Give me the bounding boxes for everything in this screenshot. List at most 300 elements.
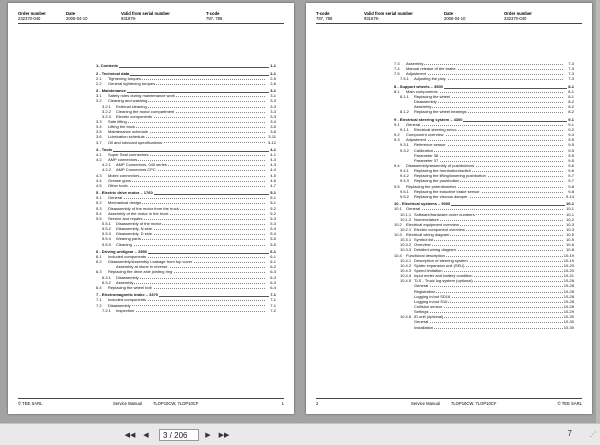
toc-number: 3.2 <box>96 98 102 104</box>
header-value: 931876- <box>121 16 137 22</box>
toc-number: 5.3 <box>96 205 102 211</box>
header-value: 2006-04-10 <box>66 16 88 22</box>
toc-page-number: 7-3 <box>568 66 574 72</box>
toc-number: 5.4 <box>96 210 102 216</box>
toc-number: 10.4.2 <box>400 262 412 268</box>
toc-entry[interactable] <box>394 76 574 81</box>
toc-page-number: 2-5 <box>270 75 276 81</box>
toc-number: 5.5.1 <box>102 221 111 227</box>
toc-page-number: 10-30 <box>563 314 574 320</box>
toc-page-number: 3-6 <box>270 129 276 135</box>
toc-page-number: 9-6 <box>568 168 574 174</box>
toc-title: General <box>406 206 421 212</box>
header-label: Order number <box>504 11 532 16</box>
toc-title: 4 - Tools <box>96 146 113 152</box>
toc-number: 10.4.5 <box>400 278 412 284</box>
toc-page-number: 10-20 <box>563 268 574 274</box>
header-label: T-code <box>206 11 220 16</box>
toc-page-number: 7-1 <box>270 297 276 303</box>
toc-page-number: 10-3 <box>565 221 574 227</box>
footer-page-number: 2 <box>316 401 319 406</box>
toc-number: 9.1.1 <box>400 127 409 133</box>
toc-title: AMP Connectors CPC <box>116 167 156 173</box>
toc-title: Software/hardware order numbers <box>414 211 475 217</box>
toc-page-number: 1-1 <box>270 63 276 69</box>
toc-page-number: 9-7 <box>568 173 574 179</box>
toc-title: Wearing parts <box>116 236 141 242</box>
toc-title: Replacing the hornbutton/switch <box>414 168 471 174</box>
toc-title: Detailed wiring diagram <box>414 247 456 253</box>
toc-number: 9.4 <box>394 163 400 169</box>
vertical-scrollbar[interactable] <box>596 0 600 423</box>
toc-entry[interactable] <box>96 242 276 247</box>
toc-number: 5.5 <box>96 215 102 221</box>
left-page <box>8 3 294 414</box>
toc-number: 8.1 <box>394 88 400 94</box>
toc-page-number: 3-3 <box>270 108 276 114</box>
toc-title: Registration <box>414 288 436 294</box>
toc-number: 4.2 <box>96 157 102 163</box>
toc-page-number: 9-8 <box>568 183 574 189</box>
toc-number: 3.1 <box>96 93 102 99</box>
zoom-level[interactable]: 7 <box>567 429 572 438</box>
toc-title: Other tools <box>108 182 128 188</box>
page-number-input[interactable] <box>159 429 199 441</box>
toc-page-number: 10-1 <box>565 206 574 212</box>
toc-page-number: 6-2 <box>270 264 276 270</box>
toc-number: 10.3.2 <box>400 242 412 248</box>
dot-leader <box>414 312 563 313</box>
header-rule <box>316 23 582 24</box>
toc-page-number: 8-1 <box>568 83 574 89</box>
toc-page-number: 3-3 <box>270 103 276 109</box>
header-values <box>316 16 582 21</box>
header-value: 2006-04-10 <box>444 16 466 22</box>
toc-entry[interactable] <box>96 285 276 290</box>
header-value: 931876- <box>364 16 380 22</box>
toc-number: 5.5.2 <box>102 226 111 232</box>
toc-number: 10.1 <box>394 206 402 212</box>
toc-number: 3.4 <box>96 124 102 130</box>
dot-leader <box>407 209 563 210</box>
toc-page-number: 9-8 <box>568 188 574 194</box>
toc-title: External cleaning <box>116 103 147 109</box>
toc-number: 10.4.6 <box>400 314 412 320</box>
toc-title: Disassembly <box>116 274 139 280</box>
toc-number: 10.1.1 <box>400 211 412 217</box>
dot-leader <box>116 245 265 246</box>
toc-number: 5.2 <box>96 200 102 206</box>
page-navigation <box>124 428 234 442</box>
toc-title: Assembly <box>116 279 134 285</box>
toc-page-number: 6-4 <box>270 284 276 290</box>
toc-number: 7.1 <box>96 297 102 303</box>
toc-number: 4.2.1 <box>102 162 111 168</box>
toc-page-number: 9-4 <box>568 132 574 138</box>
toc-title: Cleaning and washing <box>108 98 148 104</box>
toc-number: 4.4 <box>96 177 102 183</box>
toc-title: Adjustment <box>406 137 427 143</box>
toc-title: Component overview <box>406 132 444 138</box>
toc-section-heading[interactable] <box>96 63 276 68</box>
toc-page-number: 10-30 <box>563 324 574 330</box>
toc-title: Maintenance schedule <box>108 129 149 135</box>
toc-number: 3.2.2 <box>102 108 111 114</box>
toc-page-number: 8-2 <box>568 109 574 115</box>
toc-number: 8.1.2 <box>400 109 409 115</box>
toc-title: 10 - Electrical systems – 5000 <box>394 201 451 207</box>
toc-number: 3.2.1 <box>102 103 111 109</box>
toc-title: 9 - Electrical steering system – 4300 <box>394 116 463 122</box>
dot-leader <box>109 198 265 199</box>
dot-leader <box>414 328 563 329</box>
toc-number: 3.3 <box>96 118 102 124</box>
toc-number: 9.5.1 <box>400 188 409 194</box>
toc-number: 10.2 <box>394 221 402 227</box>
toc-title: General <box>108 195 123 201</box>
toc-number: 9.2 <box>394 132 400 138</box>
toc-number: 5.1 <box>96 195 102 201</box>
toc-title: Symbol list <box>414 237 434 243</box>
toc-title: Spider expansion unit (SEU) <box>414 262 465 268</box>
toc-page-number: 10-1 <box>565 201 574 207</box>
toc-page-number: 4-1 <box>270 152 276 157</box>
toc-title: Disassembly <box>414 99 437 105</box>
toc-number: 10.3.1 <box>400 237 412 243</box>
header-label: Valid from serial number <box>364 11 413 16</box>
dot-leader <box>407 125 563 126</box>
toc-number: 9.1 <box>394 121 400 127</box>
dot-leader <box>109 186 265 187</box>
toc-number: 5.5.4 <box>102 236 111 242</box>
toc-title: Replacing the wheel bolt <box>108 284 152 290</box>
toc-title: Logging in/out S16 <box>414 298 448 304</box>
toc-title: Disassembly/assembly of pushbuttons <box>406 163 475 169</box>
last-page-icon[interactable]: ▶▶ <box>218 432 230 439</box>
toc-title: Inspection <box>116 307 135 313</box>
toc-number: 9.5 <box>394 183 400 189</box>
toc-page-number: 10-5 <box>565 237 574 243</box>
toc-title: Disassembly of the motor from the truck <box>108 205 179 211</box>
toc-number: 6.3.2 <box>102 279 111 285</box>
toc-page-number: 3-1 <box>270 88 276 94</box>
dot-leader <box>116 283 265 284</box>
toc-title: Replacing the drive axle jointing ring <box>108 269 173 275</box>
dot-leader <box>414 240 563 241</box>
toc-title: Oil and lubricant specifications <box>108 139 163 145</box>
toc-page-number: 4-5 <box>270 172 276 178</box>
toc-page-number: 3-1 <box>270 93 276 99</box>
right-page-footer <box>316 398 582 406</box>
toc-title: Speed limitation <box>414 268 443 274</box>
toc-page-number: 6-1 <box>270 248 276 254</box>
toc-number: 9.5.2 <box>400 193 409 199</box>
toc-number: 10.3.3 <box>400 247 412 253</box>
toc-number: 9.4.1 <box>400 168 409 174</box>
toc-number: 4.5 <box>96 182 102 188</box>
toc-page-number: 10-2 <box>565 216 574 222</box>
toc-title: Mechanical design <box>108 200 142 206</box>
footer-title: Service Manual <box>113 401 142 406</box>
toc-page-number: 3-3 <box>270 98 276 104</box>
toc-number: 3.5 <box>96 129 102 135</box>
toc-page-number: 2-6 <box>270 80 276 86</box>
toc-page-number: 9-7 <box>568 178 574 184</box>
toc-title: Description of steering system <box>414 257 468 263</box>
toc-number: 9.3 <box>394 137 400 143</box>
toc-page-number: 10-8 <box>565 247 574 253</box>
toc-title: Adjusting the play <box>414 76 446 82</box>
header-label: Date <box>444 11 454 16</box>
toc-number: 5.5.3 <box>102 231 111 237</box>
toc-page-number: 7-2 <box>270 307 276 313</box>
toc-title: 3 - Maintenance <box>96 88 127 94</box>
toc-title: Replacing the inductive brake sensor <box>414 188 480 194</box>
toc-page-number: 4-1 <box>270 146 276 152</box>
toc-page-number: 7-1 <box>270 302 276 308</box>
toc-number: 9.4.3 <box>400 178 409 184</box>
toc-title: Super Seal connectors <box>108 152 149 157</box>
toc-title: Replacing the lifting/lowering pushbutton <box>414 173 486 179</box>
header-value: 232370-040 <box>18 16 41 22</box>
header-rule <box>18 23 284 24</box>
toc-title: Lubrication schedule <box>108 134 145 140</box>
toc-number: 7.5 <box>394 71 400 77</box>
toc-title: Grease guns <box>108 177 131 183</box>
toc-title: Tightening torques <box>108 75 141 81</box>
toc-page-number: 7-1 <box>270 292 276 298</box>
toc-page-number: 10-28 <box>563 298 574 304</box>
toc-page-number: 4-7 <box>270 182 276 188</box>
toc-page-number: 9-14 <box>565 193 574 199</box>
toc-page-number: 10-20 <box>563 262 574 268</box>
toc-page-number: 10-3 <box>565 226 574 232</box>
toc-page-number: 2-1 <box>270 70 276 76</box>
toc-title: Parameter 37 <box>414 157 439 163</box>
toc-page-number: 10-28 <box>563 288 574 294</box>
toc-title: Replacing the viscous damper <box>414 193 468 199</box>
toc-number: 10.2.1 <box>400 226 412 232</box>
toc-title: 7 - Electromagnetic brake – 3370 <box>96 292 159 298</box>
toc-title: Electric components <box>116 113 153 119</box>
footer-page-number: 1 <box>281 401 284 406</box>
toc-page-number: 9-5 <box>568 142 574 148</box>
dot-leader <box>414 151 563 152</box>
toc-entry[interactable] <box>96 308 276 313</box>
toc-number: 10.4.1 <box>400 257 412 263</box>
toc-title: General <box>414 319 429 325</box>
footer-copyright: © TEE SARL <box>18 401 43 406</box>
toc-page-number: 3-5 <box>270 124 276 130</box>
toc-page-number: 10-28 <box>563 304 574 310</box>
table-of-contents <box>96 61 276 313</box>
toc-title: Parameter 36 <box>414 152 439 158</box>
dot-leader <box>407 140 563 141</box>
toc-title: 8 - Support wheels – 3500 <box>394 83 443 89</box>
toc-number: 7.2 <box>96 302 102 308</box>
toc-page-number: 10-19 <box>563 252 574 258</box>
resize-grip-icon[interactable]: ⋰ <box>590 432 596 438</box>
toc-page-number: 9-5 <box>568 152 574 158</box>
toc-page-number: 6-3 <box>270 279 276 285</box>
toc-title: Nomenclature <box>414 216 439 222</box>
toc-page-number: 3-11 <box>268 134 276 140</box>
toc-page-number: 5-3 <box>270 221 276 227</box>
toc-entry[interactable] <box>394 194 574 199</box>
toc-number: 4.3 <box>96 172 102 178</box>
toc-title: Overview <box>414 242 431 248</box>
toc-page-number: 5-2 <box>270 210 276 216</box>
first-page-icon[interactable]: ◀◀ <box>124 432 136 439</box>
toc-page-number: 10-30 <box>563 319 574 325</box>
toc-number: 3.2.3 <box>102 113 111 119</box>
toc-title: Functional description <box>406 252 445 258</box>
toc-number: 6.1 <box>96 254 102 260</box>
toc-title: Disassembly of the motor <box>116 221 162 227</box>
right-page-header <box>316 11 582 24</box>
toc-number: 9.4.2 <box>400 173 409 179</box>
toc-number: 7.2.1 <box>102 307 111 313</box>
toc-number: 2.1 <box>96 75 102 81</box>
toc-title: Input meter and battery condition <box>414 273 473 279</box>
toc-title: Electric component overview <box>414 226 465 232</box>
toc-page-number: 3-12 <box>267 139 276 145</box>
toc-page-number: 5-3 <box>270 215 276 221</box>
footer-copyright: © TEE SARL <box>557 401 582 406</box>
toc-title: General tightening torques <box>108 80 156 86</box>
toc-page-number: 10-1 <box>565 211 574 217</box>
toc-title: Assembly at stone in reverse. <box>116 264 169 270</box>
toc-title: Safe lifting <box>108 118 127 124</box>
toc-title: Replacing the potentiometer <box>406 183 457 189</box>
toc-page-number: 10-29 <box>563 309 574 315</box>
toc-title: Manual release of the brake <box>406 66 456 72</box>
dot-leader <box>414 286 563 287</box>
toc-page-number: 7-3 <box>568 76 574 82</box>
toc-title: Disassembly <box>108 302 131 308</box>
toc-title: Electrical steering servo <box>414 127 457 133</box>
toc-title: Safety rules during maintenance work <box>108 93 175 99</box>
toc-page-number: 5-5 <box>270 241 276 247</box>
toc-page-number: 4-4 <box>270 167 276 173</box>
toc-title: Assembly of the motor in the truck <box>108 210 169 216</box>
toc-number: 3.7 <box>96 139 102 145</box>
right-page <box>306 3 592 414</box>
toc-entry[interactable] <box>96 140 276 145</box>
toc-page-number: 5-1 <box>270 200 276 206</box>
toc-page-number: 3-4 <box>270 118 276 124</box>
toc-title: General <box>406 121 421 127</box>
toc-number: 9.3.1 <box>400 142 409 148</box>
toc-number: 2.2 <box>96 80 102 86</box>
toc-title: Included components <box>108 297 147 303</box>
footer-model: 7LOP10CW, 7LOP10CF <box>451 401 497 406</box>
toc-entry[interactable] <box>96 81 276 86</box>
toc-title: Molex connectors <box>108 172 140 178</box>
dot-leader <box>109 181 265 182</box>
dot-leader <box>407 74 563 75</box>
toc-title: ID unit (optional) <box>414 314 444 320</box>
previous-page-icon[interactable]: ◀ <box>143 432 149 439</box>
toc-number: 6.3.1 <box>102 274 111 280</box>
toc-title: 1- Contents <box>96 63 118 69</box>
header-value: 787, 788 <box>316 16 333 22</box>
toc-title: Included components <box>108 254 147 260</box>
toc-title: Adjustment <box>406 71 427 77</box>
toc-number: 10.4.4 <box>400 273 412 279</box>
toc-number: 8.1.1 <box>400 94 409 100</box>
toc-page-number: 9-1 <box>568 116 574 122</box>
dot-leader <box>116 311 265 312</box>
toc-page-number: 5-4 <box>270 231 276 237</box>
toc-number: 6.3 <box>96 269 102 275</box>
dot-leader <box>414 245 563 246</box>
toc-title: Main components <box>406 88 438 94</box>
toc-title: Calibration <box>414 147 434 153</box>
dot-leader <box>414 107 563 108</box>
toc-title: Cleaning the motor compartment <box>116 108 175 114</box>
header-value: 232370-040 <box>504 16 527 22</box>
toc-number: 9.3.2 <box>400 147 409 153</box>
toc-page-number: 6-1 <box>270 254 276 260</box>
toc-title: Collision sensor <box>414 304 443 310</box>
footer-title: Service Manual <box>411 401 440 406</box>
toc-title: Installation <box>414 324 434 330</box>
toc-number: 6.2 <box>96 259 102 265</box>
toc-title: General <box>414 283 429 289</box>
left-page-header <box>18 11 284 24</box>
toc-page-number: 10-5 <box>565 232 574 238</box>
toc-title: Service and repairs <box>108 215 143 221</box>
toc-title: 5 - Electric drive motor – 1760 <box>96 190 153 196</box>
toc-page-number: 5-5 <box>270 236 276 242</box>
header-label: Valid from serial number <box>121 11 170 16</box>
toc-title: Reference sensor <box>414 142 446 148</box>
toc-title: Disassembly, N side <box>116 226 152 232</box>
table-of-contents <box>394 61 574 330</box>
toc-title: Lifting the truck <box>108 124 136 130</box>
toc-entry[interactable] <box>96 183 276 188</box>
toc-page-number: 9-5 <box>568 137 574 143</box>
toc-page-number: 10-28 <box>563 283 574 289</box>
dot-leader <box>414 322 563 323</box>
toc-title: Electrical wiring diagram <box>406 232 450 238</box>
toc-number: 7.5.1 <box>400 76 409 82</box>
toc-page-number: 9-6 <box>568 163 574 169</box>
header-label: Order number <box>18 11 46 16</box>
toc-title: Assembly <box>414 104 432 110</box>
toc-page-number: 7-3 <box>568 71 574 77</box>
toc-entry[interactable] <box>394 325 574 330</box>
toc-title: Disassembly, D side <box>116 231 152 237</box>
toc-title: 2 - Technical data <box>96 70 130 76</box>
toc-title: Cleaning <box>116 241 132 247</box>
toc-page-number: 5-1 <box>270 195 276 201</box>
toc-page-number: 9-5 <box>568 157 574 163</box>
toc-title: 6 - Driving unit/gear – 2550 <box>96 248 147 254</box>
next-page-icon[interactable]: ▶ <box>205 432 211 439</box>
toc-page-number: 9-1 <box>568 121 574 127</box>
toc-title: Assembly <box>406 61 424 66</box>
dot-leader <box>109 122 265 123</box>
toc-page-number: 5-2 <box>270 205 276 211</box>
toc-number: 10.4 <box>394 252 402 258</box>
toc-entry[interactable] <box>394 109 574 114</box>
toc-number: 4.1 <box>96 152 102 157</box>
toc-number: 3.6 <box>96 134 102 140</box>
toc-page-number: 9-2 <box>568 127 574 133</box>
toc-page-number: 10-19 <box>563 257 574 263</box>
